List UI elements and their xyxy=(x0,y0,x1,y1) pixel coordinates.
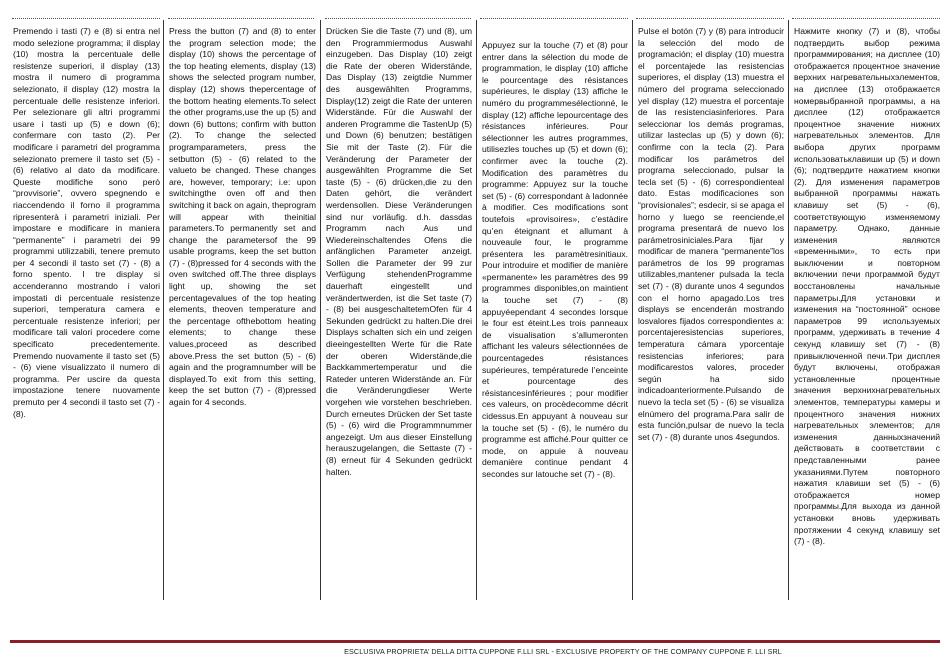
column-top-rule xyxy=(636,18,784,19)
column-top-rule xyxy=(12,18,160,19)
column-top-rule xyxy=(325,18,471,19)
italian-instructions: Premendo i tasti (7) e (8) si entra nel modo selezione programma; il display (10) mostra la percentuale delle resistenze superiori, il display (13) mostra il numero di programma selezionato, il display (12) mostra la percentuale delle resistenze inferiori. Per selezionare gli altri programmi usare i tasti up (5) e down (6); confermare con tasto (2). Per modificare i parametri del programma selezionato premere il tasto set (5) - (6) relativo al dato da modificare. Queste modifiche sono però “provvisorie”, ovvero spegnendo e riaccendendo il forno il programma ripresenterà i parametri iniziali. Per impostare e modificare in maniera “permanente” i parametri dei 99 programmi utilizzabili, tenere premuto per 4 secondi il tasto set (7) - (8) a forno spento. I tre display si accenderanno mostrando i valori impostati di percentuale resistenze superiori, temperatura camera e percentuale resistenze inferiori; per modificare tali valori procedere come specificato precedentemente. Premendo nuovamente il tasto set (5) - (6) viene visualizzato il numero di programma. Per uscire da questa impostazione tenere nuovamente premuto per 4 secondi il tasto set (7) - (8). xyxy=(13,26,160,419)
column-divider xyxy=(788,20,789,600)
column-italian xyxy=(10,26,163,598)
column-divider xyxy=(476,20,477,600)
column-german xyxy=(323,26,475,598)
column-english xyxy=(166,26,319,598)
french-instructions: Appuyez sur la touche (7) et (8) pour entrer dans la sélection du mode de programmation, le display (10) affiche le pourcentage des résistances supérieures, le display (13) affiche le numéro du programmesélectionné, le display (12) affiche lepourcentage des résistances inférieures. Pour sélectionner les autres programmes, utilisezles touches up (5) et down (6); confirmer avec la touche (2). Modification des paramètres du programme: Appuyez sur la touche set (5) - (6) correspondant à ladonnée à modifier. Ces modifications sont toutefois «provisoires», c’estàdire qu’en éteignant et allumant à nouveaule four, le programme présentera les paramètresinitiaux. Pour introduire et modifier de manière «permanente» les paramètres des 99 programmes disponibles,on maintient la touche set (7) - (8) appuyéependant 4 secondes lorsque le four est éteint.Les trois panneaux de visualisation s’allumeronten affichant les valeurs sélectionnées de pourcentagedes résistances supérieures, températurede l’enceinte et pourcentage des résistancesinférieures ; pour modifier ces valeurs, on procèdecomme décrit cidessus.En appuyant à nouveau sur la touche set (5) - (6), le numéro du programme est affiché.Pour quitter ce mode, on appuie à nouveau demanière continue pendant 4 secondes sur latouche set (7) - (8). xyxy=(482,40,628,479)
column-french xyxy=(479,40,631,612)
column-top-rule xyxy=(480,18,628,19)
column-divider xyxy=(320,20,321,600)
footer-text: ESCLUSIVA PROPRIETA’ DELLA DITTA CUPPONE F.LLI SRL - EXCLUSIVE PROPERTY OF THE COMPANY CUPPONE F. LLI SRL xyxy=(344,647,782,656)
column-spanish xyxy=(635,26,787,598)
spanish-instructions: Pulse el botón (7) y (8) para introducir la selección del modo de programación; el display (10) muestra el porcentajede las resistencias superiores, el display (13) muestra el número del programa seleccionado yel display (12) muestra el porcentaje de las resistenciasinferiores. Para seleccionar los demás programas, utilizar lasteclas up (5) y down (6); confirme con la tecla (2). Para modificar los parámetros del programa seleccionado, pulsar la tecla set (5) - (6) correspondienteal dato. Estas modificaciones son “provisionales”; esdecir, si se apaga el horno y luego se reenciende,el programa presentará de nuevo los parámetrosiniciales.Para fijar y modificar de manera “permanente”los parámetros de los 99 programas utilizables,mantener pulsada la tecla set (7) - (8) durante unos 4 segundos con el horno apagado.Los tres displays se encenderán mostrando losvalores fijados correspondientes a: porcentajeresistencias superiores, temperatura cámara yporcentaje resistencias inferiores; para modificarestos valores, proceder según ha sido indicadoanteriormente.Pulsando de nuevo la tecla set (5) - (6) se visualiza elnúmero del programa.Para salir de esta función,pulsar de nuevo la tecla set (7) - (8) durante unos 4segundos. xyxy=(638,26,784,442)
footer xyxy=(0,647,950,656)
english-instructions: Press the button (7) and (8) to enter the program selection mode; the display (10) shows the percentage of the top heating elements, display (13) shows the selected program number, display (12) shows thepercentage of the bottom heating elements.To select the other programs,use the up (5) and down (6) buttons; confirm with button (2). To change the selected programparameters, press the setbutton (5) - (6) related to the valueto be changed. These changes are, however, temporary; i.e: upon switchingthe oven off and then switching it back on again, theprogram will appear with theinitial parameters.To permanently set and change the parametersof the 99 usable programs, keep the set button (7) - (8)pressed for 4 seconds with the oven switched off.The three displays light up, showing the set percentagevalues of the top heating elements, theoven temperature and the percentage ofthebottom heating elements; to change these values,proceed as described above.Press the set button (5) - (6) again and the programnumber will be displayed.To exit from this setting, keep the set button (7) - (8)pressed again for 4 seconds. xyxy=(169,26,316,407)
column-russian xyxy=(791,26,943,598)
column-divider xyxy=(163,20,164,600)
russian-instructions: Нажмите кнопку (7) и (8), чтобы подтвердить выбор режима программирования; на дисплее (10) отображается процентное значение верхних нагревательныхэлементов, на дисплее (13) отображается номервыбранной программы, а на дисплее (12) отображается процентное значение нижних нагревательных элементов. Для выбора других программ использоватьклавиши up (5) и down (6); подтвердите нажатием кнопки (2). Для изменения параметров выбранной программы нажать клавишу set (5) - (6), соответствующую изменяемому параметру. Однако, данные изменения являются «временными», то есть при выключении и повторном включении печи программой будут восстановлены начальные параметры.Для установки и изменения на “постоянной” основе параметров 99 используемых программ, удерживать в течение 4 секунд клавишу set (7) - (8) привыключенной печи.Три дисплея будут включены, отображая установленные процентные значения верхнихнагревательных элементов, температуры камеры и процентного значения нижних нагревательных элементов; для изменения данныхзначений действовать в соответствии с представленными ранее указаниями.Путем повторного нажатия клавиши set (5) - (6) отображается номер программы.Для выхода из данной установки вновь удерживать протяжении 4 секунд клавишу set (7) - (8). xyxy=(794,26,940,547)
german-instructions: Drücken Sie die Taste (7) und (8), um den Programmiermodus Auswahl einzugeben. Das Display (10) zeigt die Rate der oberen Widerstände, Das Display (13) zeigtdie Nummer des ausgewählten Programms, Display(12) zeigt die Rate der unteren Widerstände. Für die Auswahl der anderen Programme die TastenUp (5) und Down (6) benutzen; bestätigen Sie mit der Taste (2). Für die Veränderung der Parameter der ausgewählten Programme die Set taste (5) - (6) drücken,die zu den Daten gehört, die verändert werdensollen. Diese Veränderungen sind nur vorläufig. d.h. dassdas Programm nach Aus und Wiedereinschaltendes Ofens die anfänglichen Parameter anzeigt. Sollen die Parameter der 99 zur Verfügung stehendenProgramme dauerhaft eingestellt und verändertwerden, ist die Set taste (7) - (8) bei ausgeschaltetemOfen für 4 Sekunden gedrückt zu halten.Die drei Displays schalten sich ein und zeigen dieeingestellten Werte für die Rate der oberen Widerstände,die Backkammertemperatur und die Rateder unteren Widerstände an. Für die Veränderungdieser Werte vorgehen wie vorstehen beschrieben. Durch erneutes Drücken der Set taste (5) - (6) wird die Programmnummer angezeigt. Um aus dieser Einstellung herauszugelangen, die Settaste (7) - (8) erneut für 4 Sekunden gedrückt halten. xyxy=(326,26,472,477)
column-divider xyxy=(632,20,633,600)
footer-rule xyxy=(10,640,940,643)
column-top-rule xyxy=(168,18,314,19)
column-top-rule xyxy=(792,18,940,19)
